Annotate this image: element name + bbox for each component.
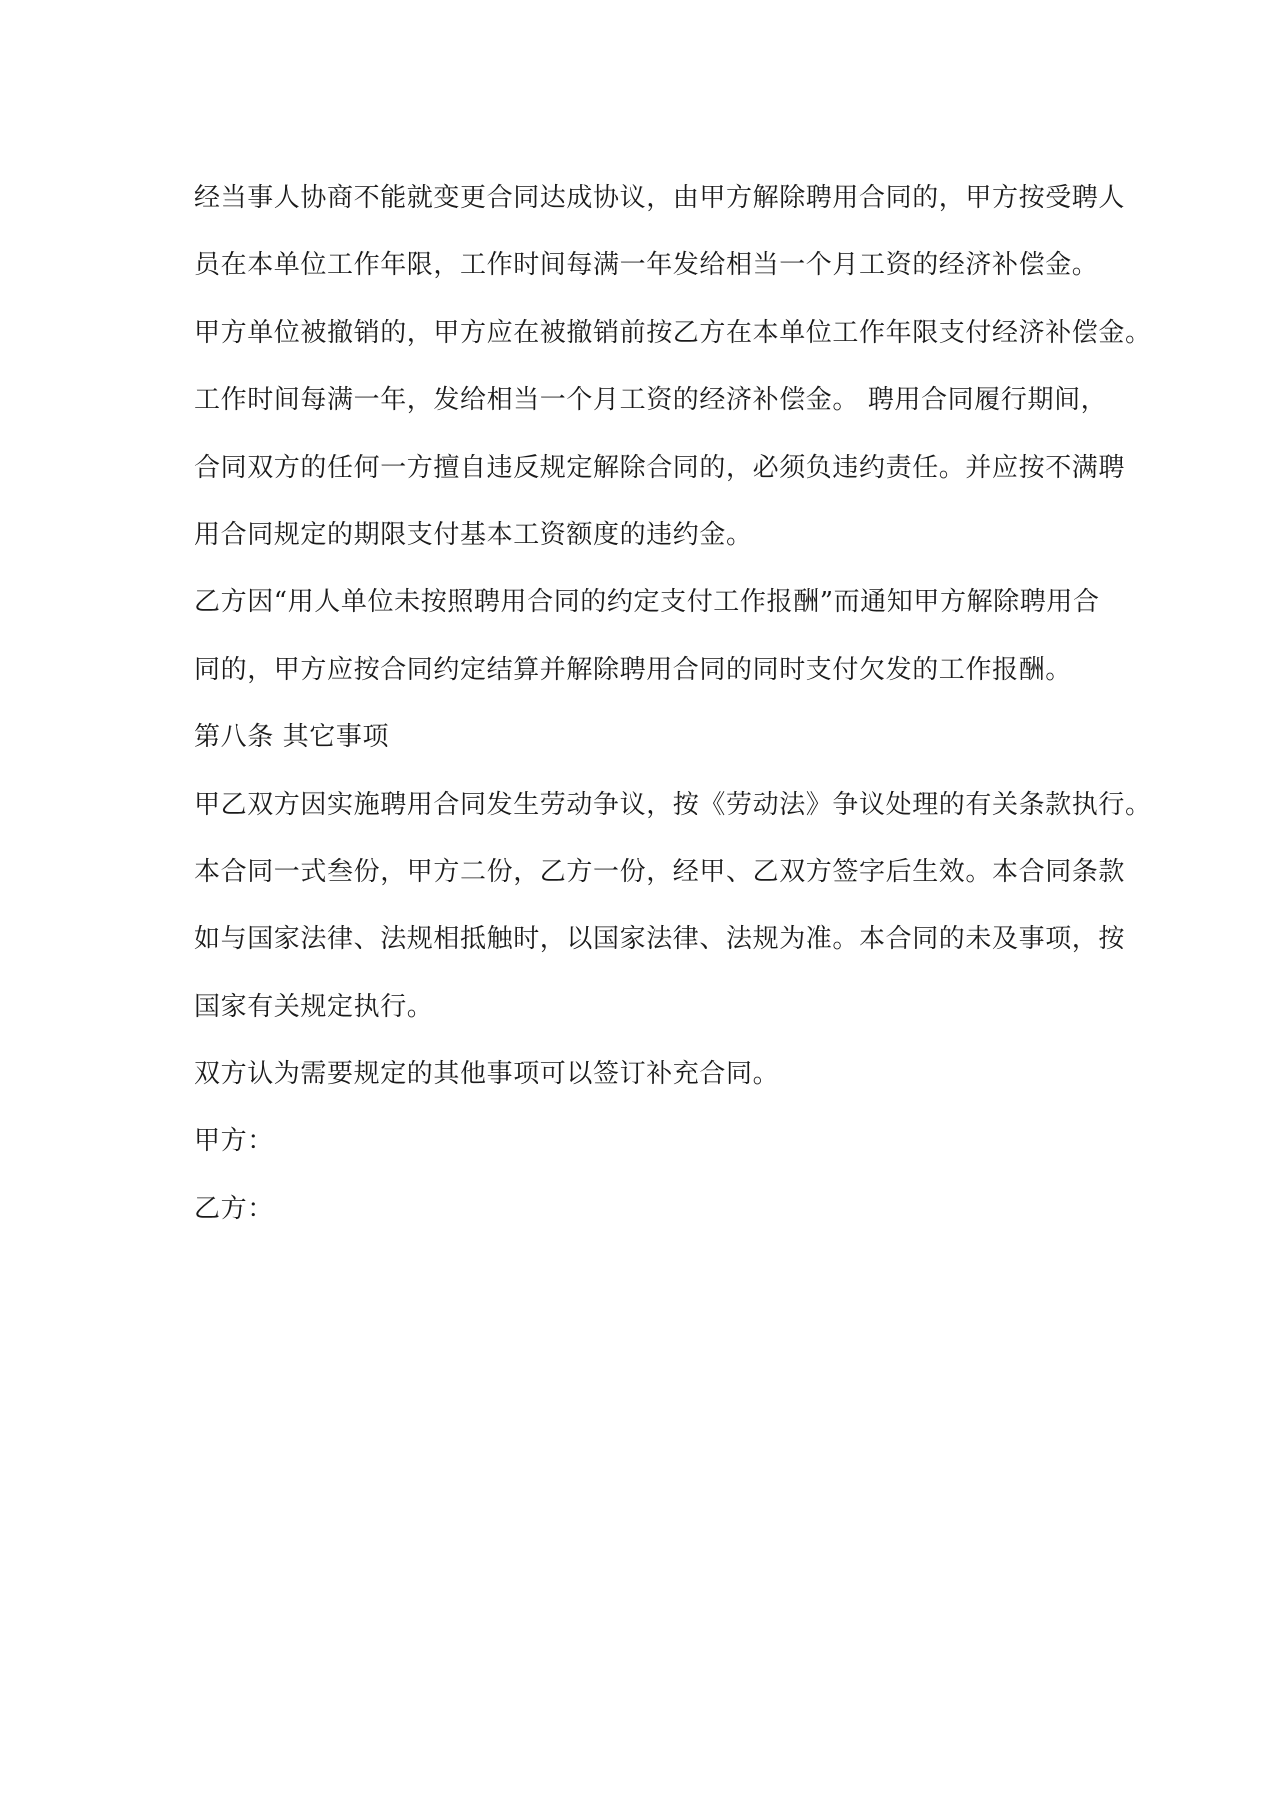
party-a-signature-label: 甲方： [194,1126,274,1157]
section-heading: 第八条 其它事项 [194,722,390,753]
text-line: 乙方因“用人单位未按照聘用合同的约定支付工作报酬”而通知甲方解除聘用合 [194,587,1100,618]
text-line: 国家有关规定执行。 [194,991,434,1022]
text-line: 双方认为需要规定的其他事项可以签订补充合同。 [194,1059,780,1090]
text-line: 同的，甲方应按合同约定结算并解除聘用合同的同时支付欠发的工作报酬。 [194,654,1072,685]
text-line: 甲乙双方因实施聘用合同发生劳动争议，按《劳动法》争议处理的有关条款执行。 [194,789,1152,820]
text-line: 经当事人协商不能就变更合同达成协议，由甲方解除聘用合同的，甲方按受聘人 [194,183,1126,213]
text-line: 工作时间每满一年，发给相当一个月工资的经济补偿金。 聘用合同履行期间， [194,385,1108,416]
text-line: 用合同规定的期限支付基本工资额度的违约金。 [194,519,753,550]
contract-body-text [194,165,1152,1243]
text-line: 合同双方的任何一方擅自违反规定解除合同的，必须负违约责任。并应按不满聘 [194,452,1126,483]
party-b-signature-label: 乙方： [194,1193,274,1224]
text-line: 如与国家法律、法规相抵触时，以国家法律、法规为准。本合同的未及事项，按 [194,924,1126,955]
text-line: 员在本单位工作年限，工作时间每满一年发给相当一个月工资的经济补偿金。 [194,250,1099,281]
text-line: 本合同一式叁份，甲方二份，乙方一份，经甲、乙双方签字后生效。本合同条款 [194,856,1126,887]
text-line: 甲方单位被撤销的，甲方应在被撤销前按乙方在本单位工作年限支付经济补偿金。 [194,317,1152,348]
